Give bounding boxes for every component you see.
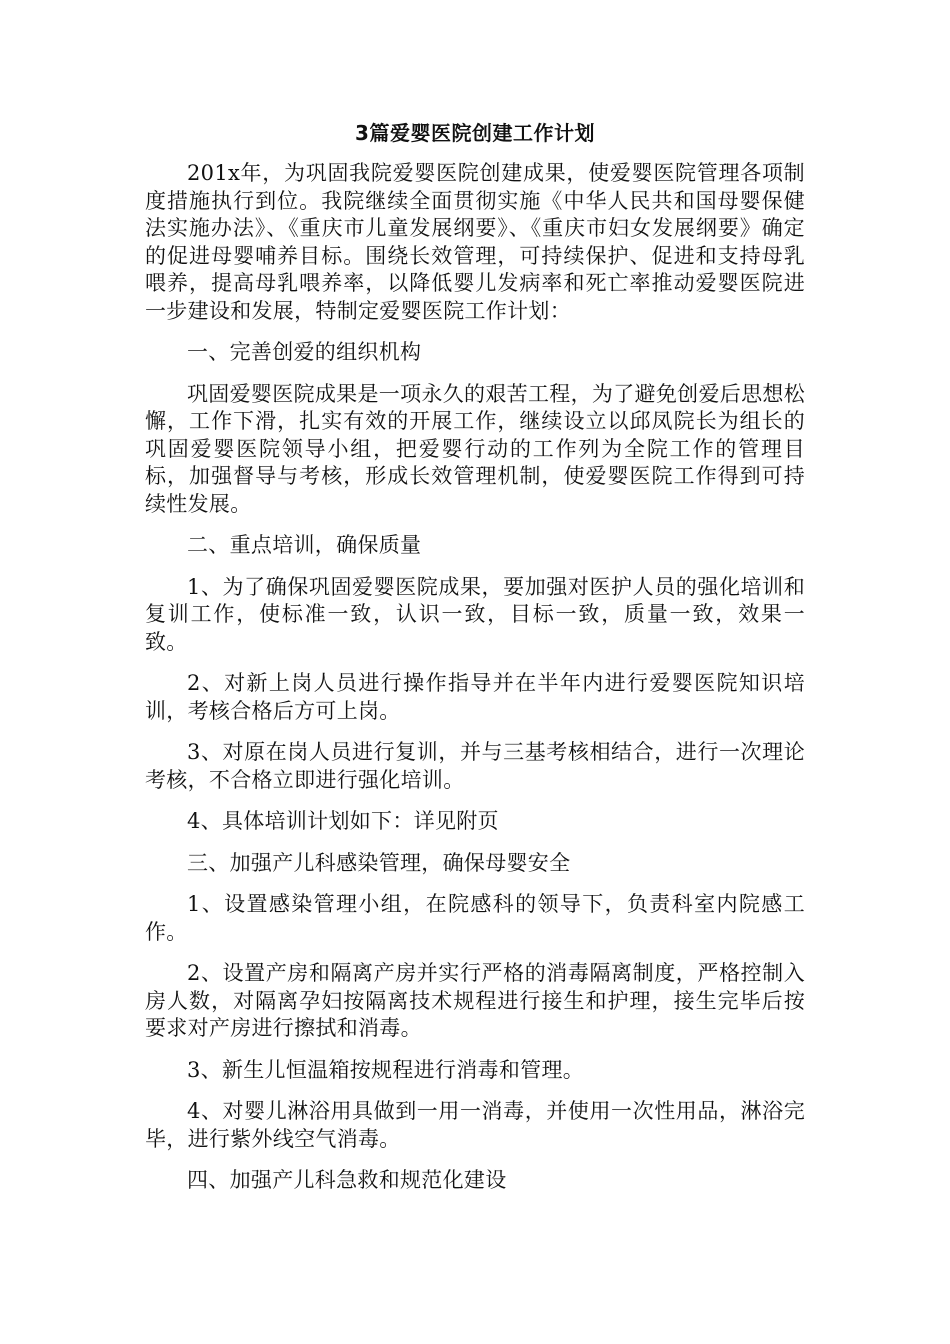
- section-heading-3: 三、加强产儿科感染管理，确保母婴安全: [187, 850, 571, 875]
- section-heading-1: 一、完善创爱的组织机构: [187, 340, 422, 364]
- section-2-item-1: 1、为了确保巩固爱婴医院成果，要加强对医护人员的强化培训和复训工作，使标准一致，认识一致，目标一致，质量一致，效果一致。: [145, 574, 805, 654]
- section-heading-4: 四、加强产儿科急救和规范化建设: [187, 1168, 507, 1192]
- section-2-item-3: 3、对原在岗人员进行复训，并与三基考核相结合，进行一次理论考核，不合格立即进行强化培训。: [145, 740, 805, 792]
- section-3-item-2: 2、设置产房和隔离产房并实行严格的消毒隔离制度，严格控制入房人数，对隔离孕妇按隔离技术规程进行接生和护理，接生完毕后按要求对产房进行擦拭和消毒。: [145, 961, 805, 1040]
- intro-paragraph: 201x年，为巩固我院爱婴医院创建成果，使爱婴医院管理各项制度措施执行到位。我院继续全面贯彻实施《中华人民共和国母婴保健法实施办法》、《重庆市儿童发展纲要》、《重庆市妇女发展纲要》确定的促进母婴哺养目标。围绕长效管理，可持续保护、促进和支持母乳喂养，提高母乳喂养率，以降低婴儿发病率和死亡率推动爱婴医院进一步建设和发展，特制定爱婴医院工作计划：: [145, 161, 805, 323]
- section-1-paragraph: 巩固爱婴医院成果是一项永久的艰苦工程，为了避免创爱后思想松懈，工作下滑，扎实有效的开展工作，继续设立以邱凤院长为组长的巩固爱婴医院领导小组，把爱婴行动的工作列为全院工作的管理目标，加强督导与考核，形成长效管理机制，使爱婴医院工作得到可持续性发展。: [145, 381, 805, 516]
- section-heading-2: 二、重点培训，确保质量: [187, 533, 422, 557]
- section-2-item-4: 4、具体培训计划如下：详见附页: [187, 809, 499, 833]
- section-3-item-3: 3、新生儿恒温箱按规程进行消毒和管理。: [187, 1057, 585, 1082]
- section-3-item-1: 1、设置感染管理小组，在院感科的领导下，负责科室内院感工作。: [145, 892, 805, 944]
- section-2-item-2: 2、对新上岗人员进行操作指导并在半年内进行爱婴医院知识培训，考核合格后方可上岗。: [145, 671, 805, 723]
- document-page: [145, 118, 805, 1209]
- section-3-item-4: 4、对婴儿淋浴用具做到一用一消毒，并使用一次性用品，淋浴完毕，进行紫外线空气消毒。: [145, 1099, 805, 1151]
- document-title: 3篇爱婴医院创建工作计划: [355, 121, 595, 145]
